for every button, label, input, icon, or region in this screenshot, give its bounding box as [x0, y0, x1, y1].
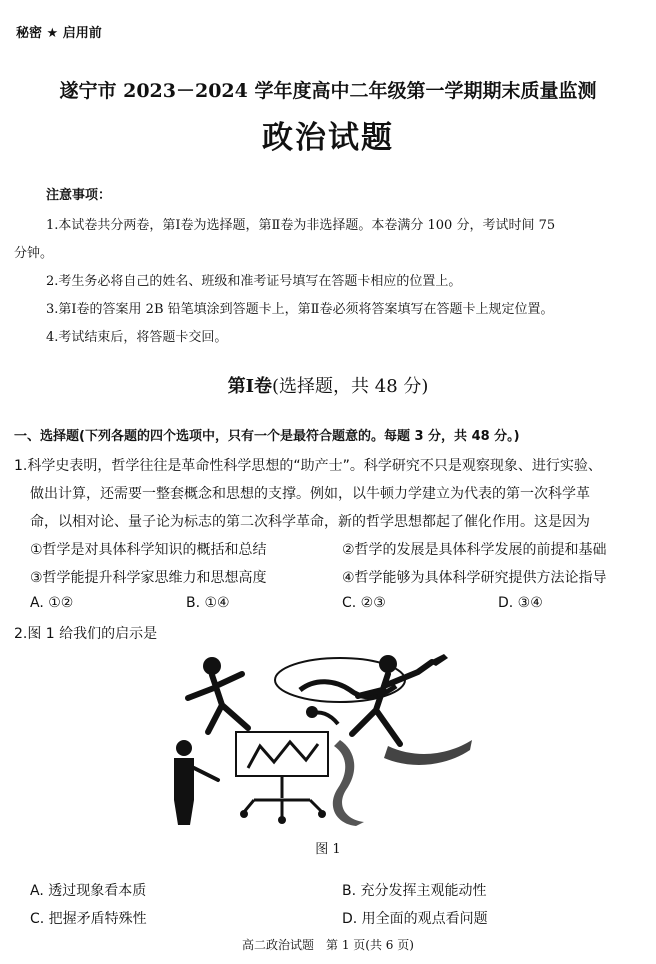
- figure-1-illustration: [150, 650, 480, 830]
- q1-statement-1: ①哲学是对具体科学知识的概括和总结: [30, 542, 267, 558]
- q2-stem: 2.图 1 给我们的启示是: [14, 626, 158, 642]
- notice-item-1-continued: 分钟。: [14, 246, 54, 261]
- q1-option-d: D. ③④: [498, 595, 543, 611]
- notice-item-4: 4.考试结束后，将答题卡交回。: [46, 330, 228, 345]
- part-title-main: 第Ⅰ卷: [227, 376, 272, 397]
- notice-heading: 注意事项：: [46, 188, 112, 203]
- figure-1-caption: 图 1: [315, 842, 341, 857]
- section-heading: 一、选择题(下列各题的四个选项中，只有一个是最符合题意的。每题 3 分，共 48 分。): [14, 429, 520, 444]
- part-title: [0, 372, 656, 398]
- secret-label: 秘密 ★ 启用前: [16, 26, 102, 41]
- page-footer: 高二政治试题 第 1 页(共 6 页): [242, 938, 414, 952]
- q2-option-d: D. 用全面的观点看问题: [342, 911, 488, 927]
- q2-option-a: A. 透过现象看本质: [30, 883, 147, 899]
- q1-stem-line-1: 1.科学史表明，哲学往往是革命性科学思想的“助产士”。科学研究不只是观察现象、进行实验、: [14, 458, 602, 474]
- q1-statement-2: ②哲学的发展是具体科学发展的前提和基础: [342, 542, 607, 558]
- notice-item-1: 1.本试卷共分两卷，第Ⅰ卷为选择题，第Ⅱ卷为非选择题。本卷满分 100 分，考试时间 75: [46, 218, 556, 233]
- subject-title: 政治试题: [262, 120, 394, 156]
- exam-title: 遂宁市 2023－2024 学年度高中二年级第一学期期末质量监测: [59, 80, 597, 102]
- q1-option-b: B. ①④: [186, 595, 230, 611]
- q2-option-b: B. 充分发挥主观能动性: [342, 883, 487, 899]
- part-title-sub: (选择题，共 48 分): [272, 376, 429, 397]
- q1-stem-line-3: 命，以相对论、量子论为标志的第二次科学革命，新的哲学思想都起了催化作用。这是因为: [30, 514, 590, 530]
- q2-option-c: C. 把握矛盾特殊性: [30, 911, 147, 927]
- notice-item-3: 3.第Ⅰ卷的答案用 2B 铅笔填涂到答题卡上，第Ⅱ卷必须将答案填写在答题卡上规定位置。: [46, 302, 554, 317]
- q1-option-a: A. ①②: [30, 595, 74, 611]
- q1-stem-line-2: 做出计算，还需要一整套概念和思想的支撑。例如，以牛顿力学建立为代表的第一次科学革: [30, 486, 590, 502]
- notice-item-2: 2.考生务必将自己的姓名、班级和准考证号填写在答题卡相应的位置上。: [46, 274, 462, 289]
- q1-statement-3: ③哲学能提升科学家思维力和思想高度: [30, 570, 267, 586]
- q1-statement-4: ④哲学能够为具体科学研究提供方法论指导: [342, 570, 607, 586]
- q1-option-c: C. ②③: [342, 595, 386, 611]
